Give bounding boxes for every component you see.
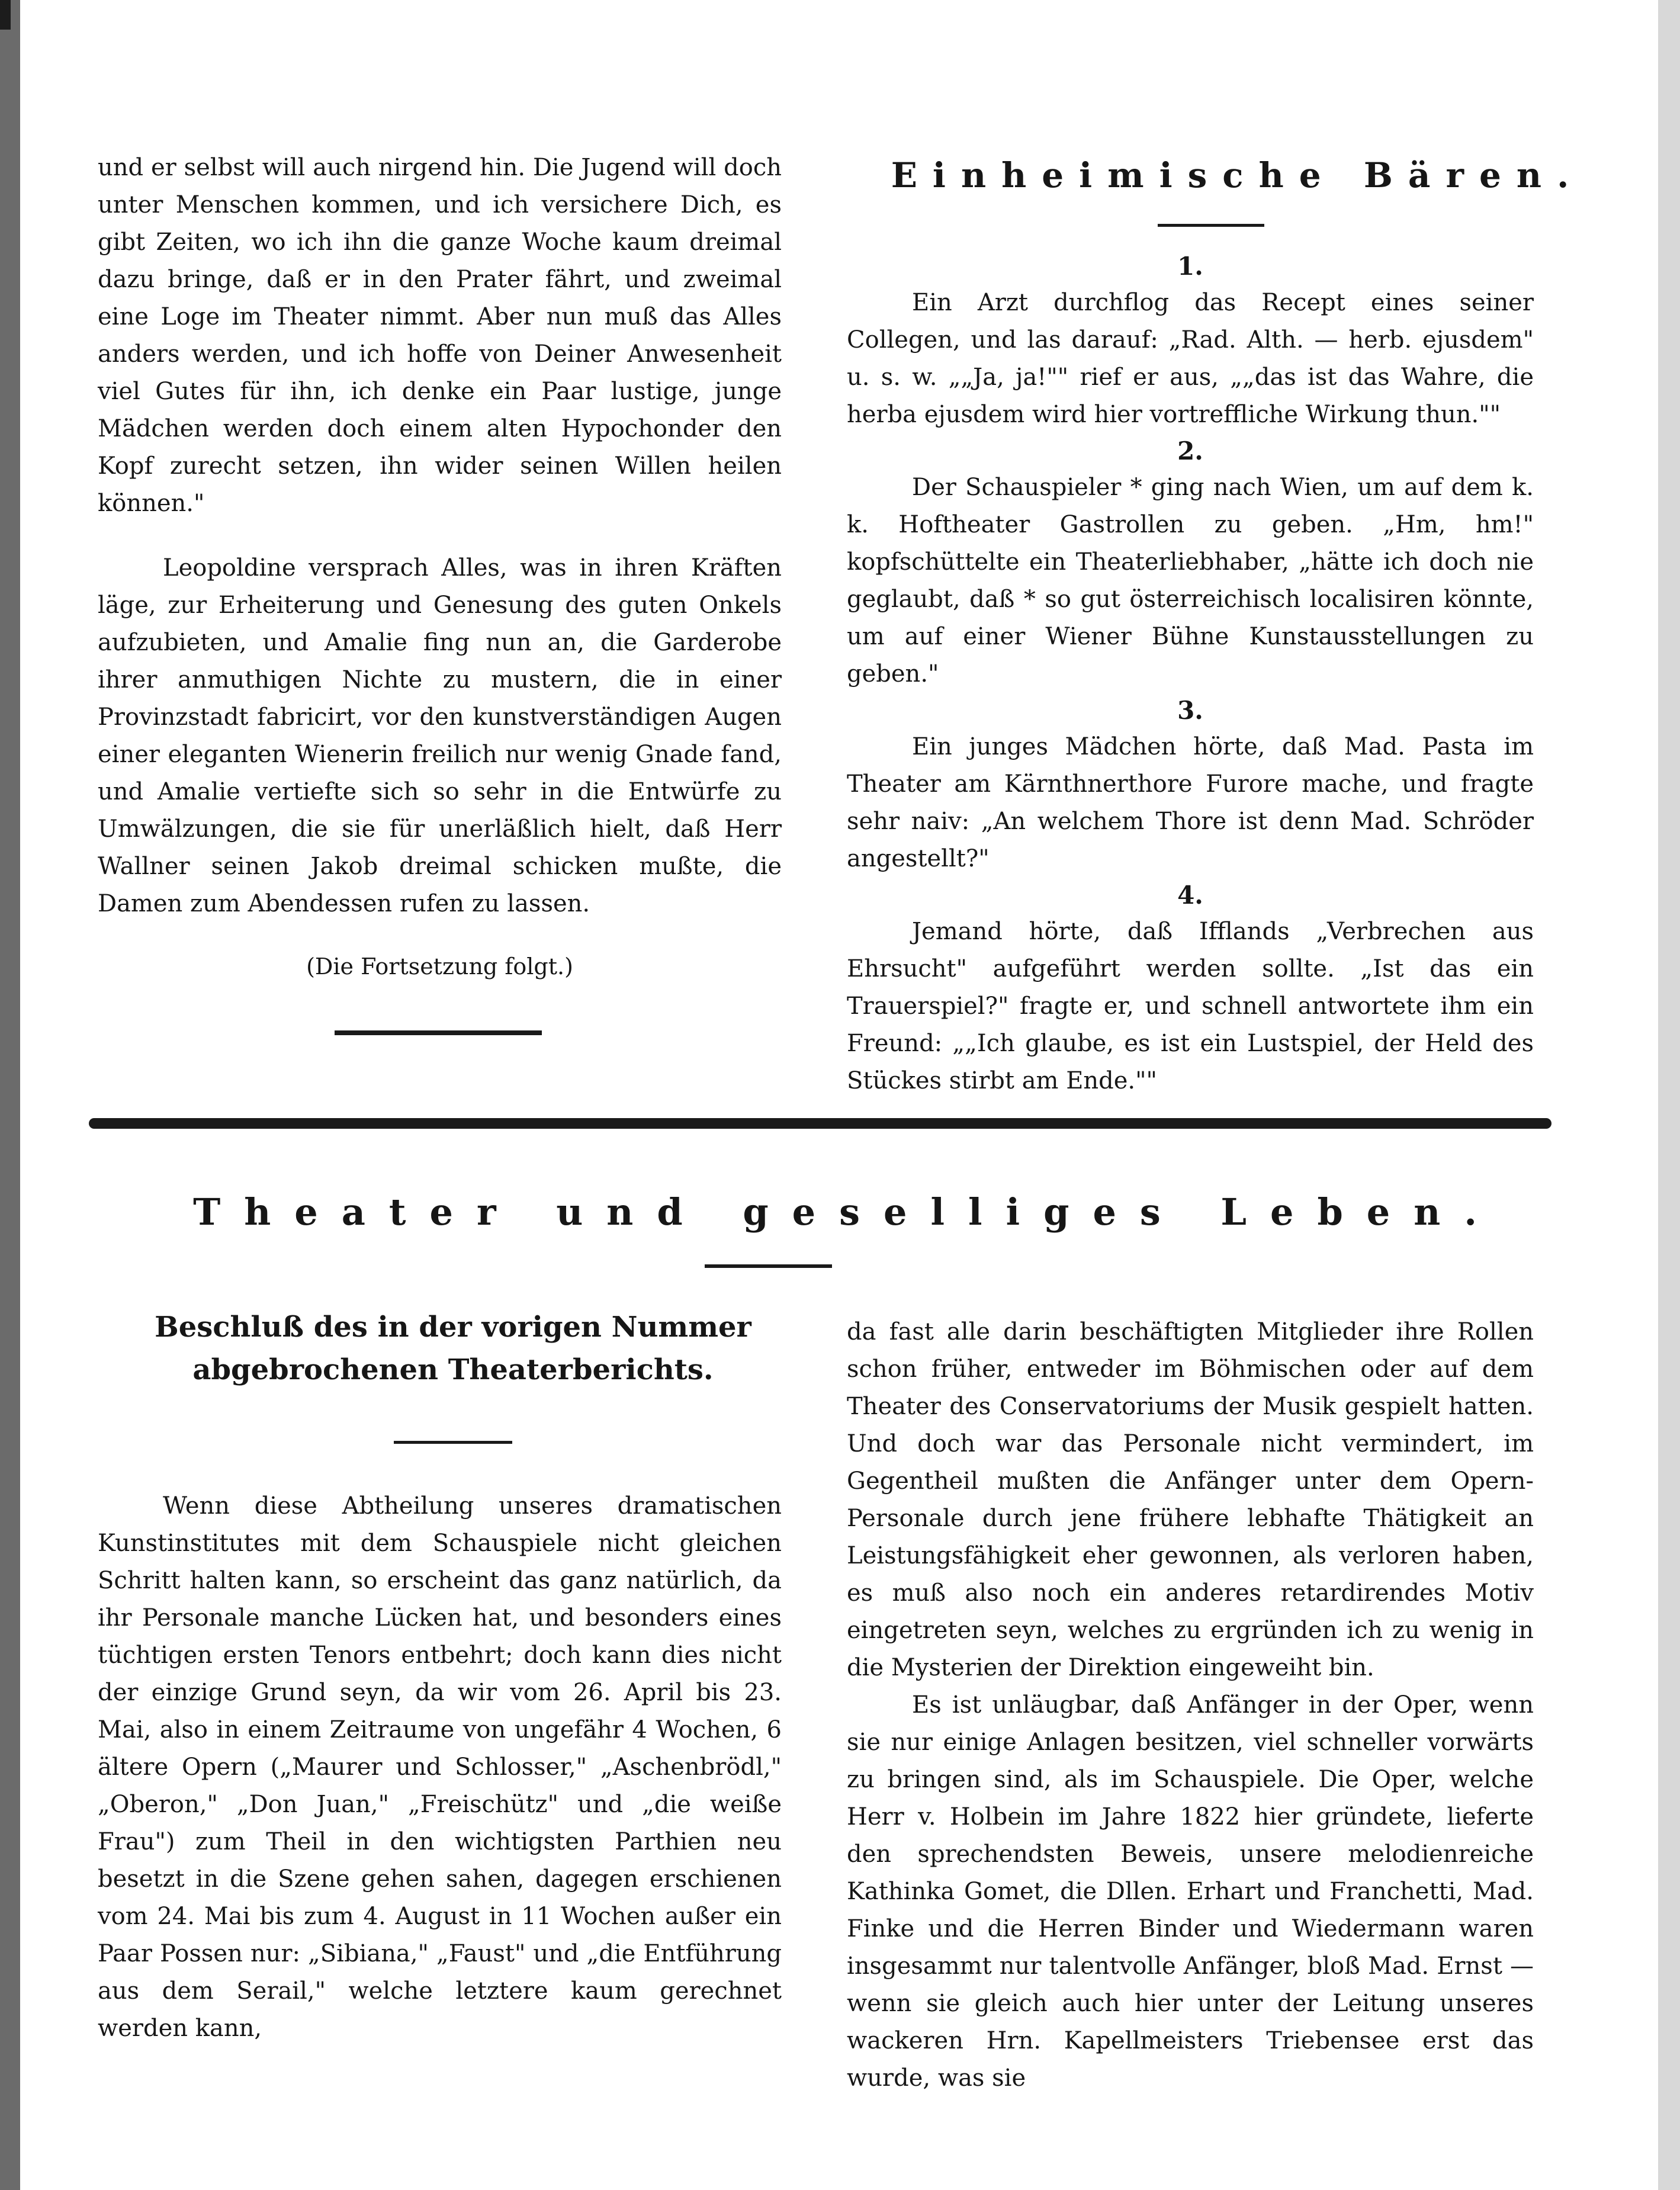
right-column-anecdotes bbox=[847, 249, 1534, 1100]
anecdotes-title-rule bbox=[1158, 224, 1264, 227]
anecdote-number: 4. bbox=[1177, 881, 1203, 910]
scan-corner-mark bbox=[0, 0, 11, 30]
story-paragraph-2: Leopoldine versprach Alles, was in ihren Kräften läge, zur Erheiterung und Genesung des guten Onkels aufzubieten, und Amalie fing nun an, die Garderobe ihrer anmuthigen Nichte zu mustern, die in einer Provinzstadt fabricirt, vor den kunstverständigen Augen einer eleganten Wienerin freilich nur wenig Gnade fand, und Amalie vertiefte sich so sehr in die Entwürfe zu Umwälzungen, die sie für unerläßlich hielt, daß Herr Wallner seinen Jakob dreimal schicken mußte, die Damen zum Abendessen rufen zu lassen. bbox=[98, 554, 782, 917]
report-paragraph-1: Wenn diese Abtheilung unseres dramatischen Kunstinstitutes mit dem Schauspiele nicht gleichen Schritt halten kann, so erscheint das ganz natürlich, da ihr Personale manche Lücken hat, und besonders eines tüchtigen ersten Tenors entbehrt; doch kann dies nicht der einzige Grund seyn, da wir vom 26. April bis 23. Mai, also in einem Zeitraume von ungefähr 4 Wochen, 6 ältere Opern („Maurer und Schlosser," „Aschenbrödl," „Oberon," „Don Juan," „Freischütz" und „die weiße Frau") zum Theil in den wichtigsten Parthien neu besetzt in die Szene gehen sahen, dagegen erschienen vom 24. Mai bis zum 4. August in 11 Wochen außer ein Paar Possen nur: „Sibiana," „Faust" und „die Entführung aus dem Serail," welche letztere kaum gerechnet werden kann, bbox=[98, 1492, 782, 2042]
bottom-right-column bbox=[847, 1314, 1534, 2097]
bottom-left-column bbox=[98, 1488, 782, 2047]
anecdote-number: 2. bbox=[1177, 436, 1203, 465]
continuation-note: (Die Fortsetzung folgt.) bbox=[306, 953, 573, 980]
section-separator-rule bbox=[89, 1118, 1551, 1129]
anecdote-text: Ein Arzt durchflog das Recept eines seiner Collegen, und las darauf: „Rad. Alth. — herb. ejusdem" u. s. w. „„Ja, ja!"" rief er aus, „„das ist das Wahre, die herba ejusdem wird hier vortreffliche Wirkung thun."" bbox=[847, 289, 1534, 428]
report-paragraph-3: Es ist unläugbar, daß Anfänger in der Oper, wenn sie nur einige Anlagen besitzen, viel schneller vorwärts zu bringen sind, als im Schauspiele. Die Oper, welche Herr v. Holbein im Jahre 1822 hier gründete, lieferte den sprechendsten Beweis, unsere melodienreiche Kathinka Gomet, die Dllen. Erhart und Franchetti, Mad. Finke und die Herren Binder und Wiedermann waren insgesammt nur talentvolle Anfänger, bloß Mad. Ernst — wenn sie gleich auch hier unter der Leitung unseres wackeren Hrn. Kapellmeisters Triebensee erst das wurde, was sie bbox=[847, 1691, 1534, 2092]
subtitle-rule bbox=[394, 1441, 512, 1444]
anecdote-text: Der Schauspieler * ging nach Wien, um auf dem k. k. Hoftheater Gastrollen zu geben. „Hm, hm!" kopfschüttelte ein Theaterliebhaber, „hätte ich doch nie geglaubt, daß * so gut österreichisch localisiren könnte, um auf einer Wiener Bühne Kunstausstellungen zu geben." bbox=[847, 474, 1534, 688]
anecdote-text: Ein junges Mädchen hörte, daß Mad. Pasta im Theater am Kärnthnerthore Furore mache, und fragte sehr naiv: „An welchem Thore ist denn Mad. Schröder angestellt?" bbox=[847, 733, 1534, 872]
anecdote-number: 3. bbox=[1177, 696, 1203, 725]
section-title: Theater und geselliges Leben. bbox=[193, 1190, 1501, 1234]
section-title-rule bbox=[705, 1264, 832, 1268]
report-paragraph-2: da fast alle darin beschäftigten Mitglieder ihre Rollen schon früher, entweder im Böhmischen oder auf dem Theater des Conservatoriums der Musik gespielt hatten. Und doch war das Personale nicht vermindert, im Gegentheil mußten die Anfänger unter dem Opern-Personale durch jene frühere lebhafte Thätigkeit an Leistungsfähigkeit eher gewonnen, als verloren haben, es muß also noch ein anderes retardirendes Motiv eingetreten seyn, welches zu ergründen ich zu wenig in die Mysterien der Direktion eingeweiht bin. bbox=[847, 1318, 1534, 1681]
report-subtitle: Beschluß des in der vorigen Nummer abgebrochenen Theaterberichts. bbox=[155, 1311, 751, 1386]
left-column-end-rule bbox=[335, 1030, 542, 1035]
anecdote-number: 1. bbox=[1177, 252, 1203, 281]
left-column-story bbox=[98, 149, 782, 980]
scan-right-edge bbox=[1658, 0, 1680, 2190]
anecdote-text: Jemand hörte, daß Ifflands „Verbrechen aus Ehrsucht" aufgeführt werden sollte. „Ist das ein Trauerspiel?" fragte er, und schnell antwortete ihm ein Freund: „„Ich glaube, es ist ein Lustspiel, der Held des Stückes stirbt am Ende."" bbox=[847, 918, 1534, 1094]
story-paragraph-1: und er selbst will auch nirgend hin. Die Jugend will doch unter Menschen kommen, und ich versichere Dich, es gibt Zeiten, wo ich ihn die ganze Woche kaum dreimal dazu bringe, daß er in den Prater fährt, und zweimal eine Loge im Theater nimmt. Aber nun muß das Alles anders werden, und ich hoffe von Deiner Anwesenheit viel Gutes für ihn, ich denke ein Paar lustige, junge Mädchen werden doch einem alten Hypochonder den Kopf zurecht setzen, ihn wider seinen Willen heilen können." bbox=[98, 154, 782, 517]
scan-left-edge bbox=[0, 0, 20, 2190]
anecdotes-title: Einheimische Bären. bbox=[891, 155, 1585, 195]
